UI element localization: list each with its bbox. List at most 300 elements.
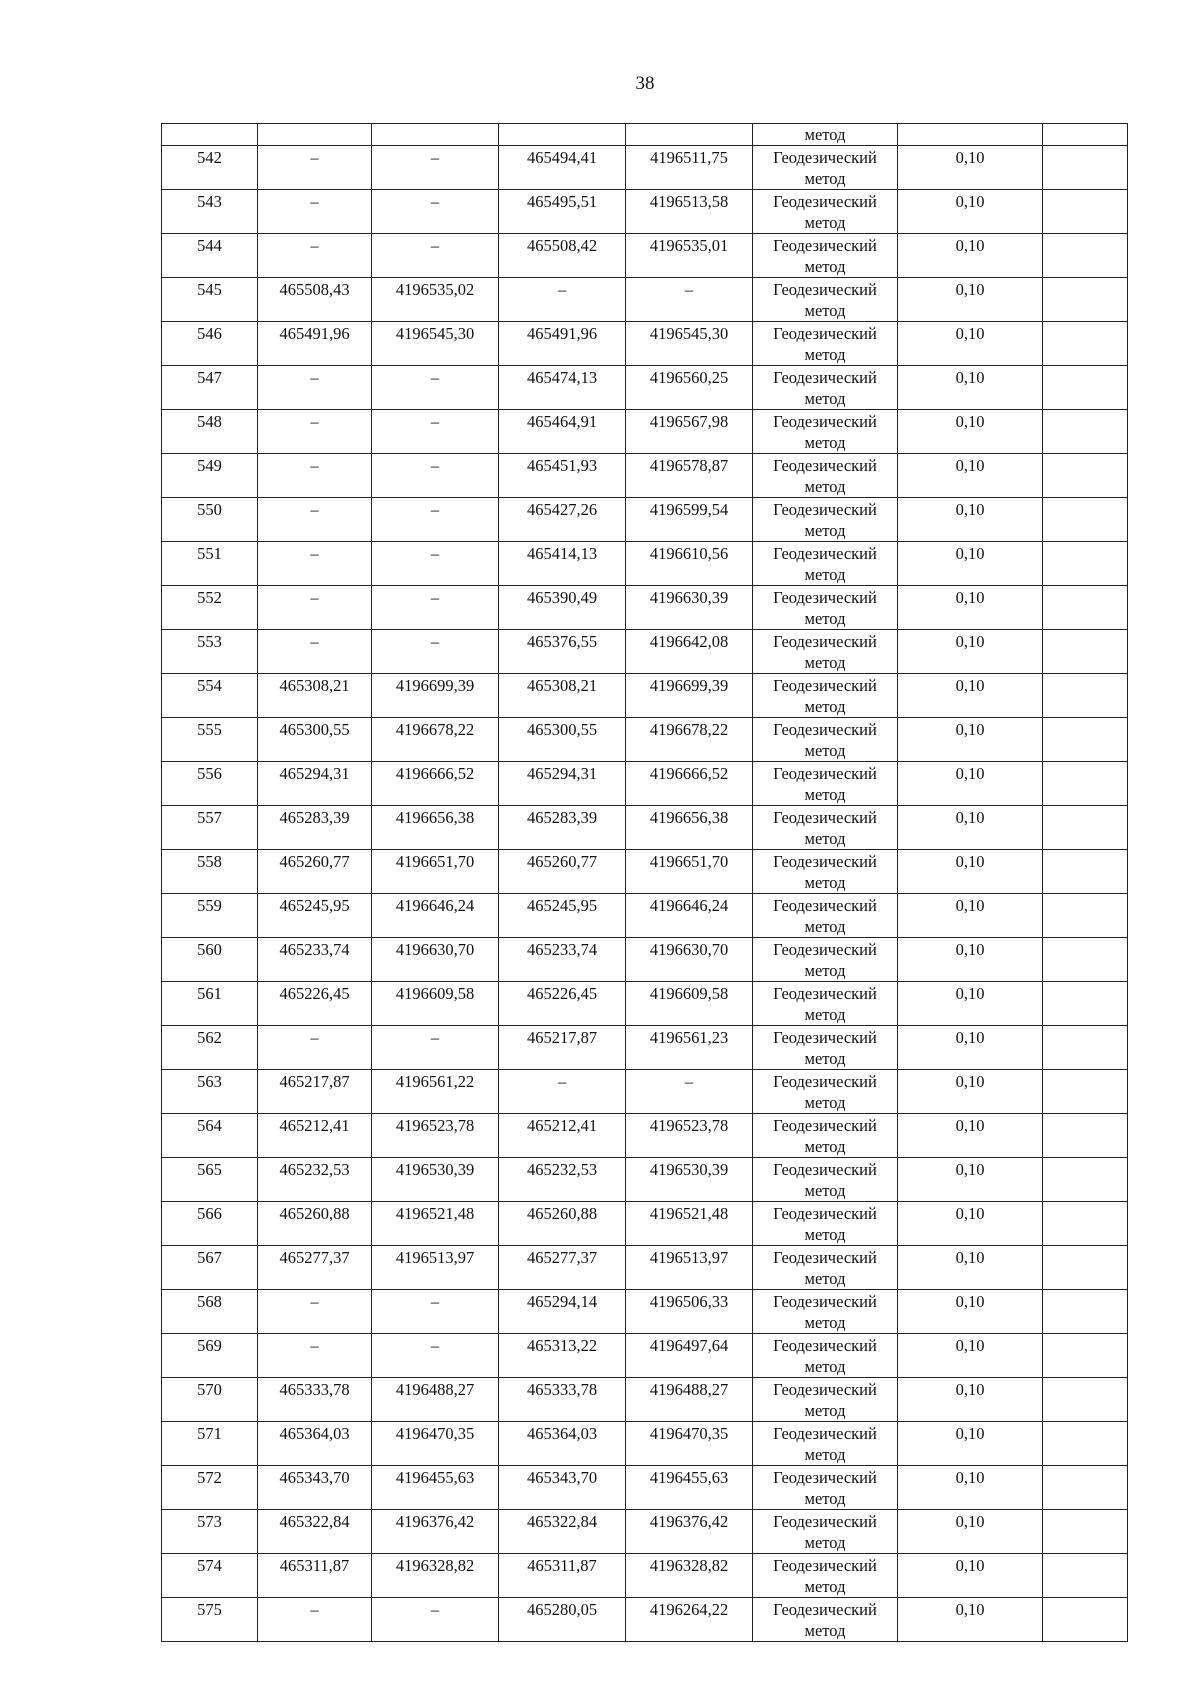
cell-accuracy: 0,10 — [898, 366, 1043, 410]
table-row — [162, 1114, 1128, 1158]
cell-y-new: 4196599,54 — [626, 498, 753, 542]
cell-x-new: 465212,41 — [499, 1114, 626, 1158]
cell-x-existing: – — [258, 542, 372, 586]
cell-method: Геодезический метод — [753, 1114, 898, 1158]
cell-x-existing: 465311,87 — [258, 1554, 372, 1598]
cell-method: Геодезический метод — [753, 542, 898, 586]
cell-x-existing: 465217,87 — [258, 1070, 372, 1114]
cell-x-existing: – — [258, 1598, 372, 1642]
table-row — [162, 366, 1128, 410]
table-row — [162, 1158, 1128, 1202]
cell-y-new: – — [626, 1070, 753, 1114]
cell-x-existing: 465260,77 — [258, 850, 372, 894]
cell-x-existing: – — [258, 146, 372, 190]
cell-accuracy: 0,10 — [898, 1334, 1043, 1378]
cell-method: Геодезический метод — [753, 1422, 898, 1466]
cell-y-existing: – — [372, 410, 499, 454]
cell-method: Геодезический метод — [753, 718, 898, 762]
cell-method: Геодезический метод — [753, 190, 898, 234]
cell-x-existing: 465333,78 — [258, 1378, 372, 1422]
cell-method: Геодезический метод — [753, 938, 898, 982]
cell-accuracy: 0,10 — [898, 586, 1043, 630]
cell-x-new: 465376,55 — [499, 630, 626, 674]
table-row — [162, 542, 1128, 586]
cell-x-existing: 465245,95 — [258, 894, 372, 938]
table-row — [162, 982, 1128, 1026]
cell-y-existing: 4196678,22 — [372, 718, 499, 762]
cell-y-new: 4196651,70 — [626, 850, 753, 894]
cell-x-new: 465294,14 — [499, 1290, 626, 1334]
cell-x-existing: 465260,88 — [258, 1202, 372, 1246]
cell-method: Геодезический метод — [753, 586, 898, 630]
cell-x-new: 465313,22 — [499, 1334, 626, 1378]
cell-accuracy: 0,10 — [898, 850, 1043, 894]
cell-y-existing: 4196523,78 — [372, 1114, 499, 1158]
table-row — [162, 190, 1128, 234]
cell-accuracy: 0,10 — [898, 542, 1043, 586]
table-row — [162, 1510, 1128, 1554]
cell-x-existing: – — [258, 1026, 372, 1070]
cell-y-new: 4196511,75 — [626, 146, 753, 190]
cell-y-existing: 4196651,70 — [372, 850, 499, 894]
cell-y-existing: – — [372, 498, 499, 542]
cell-accuracy: 0,10 — [898, 938, 1043, 982]
cell-y-new: 4196488,27 — [626, 1378, 753, 1422]
cell-method: Геодезический метод — [753, 630, 898, 674]
table-row — [162, 894, 1128, 938]
cell-accuracy: 0,10 — [898, 1378, 1043, 1422]
cell-method: метод — [753, 124, 898, 146]
cell-y-existing: 4196376,42 — [372, 1510, 499, 1554]
cell-note — [1043, 1422, 1128, 1466]
cell-y-existing: 4196646,24 — [372, 894, 499, 938]
cell-y-existing: 4196666,52 — [372, 762, 499, 806]
cell-number: 574 — [162, 1554, 258, 1598]
cell-x-existing: 465491,96 — [258, 322, 372, 366]
cell-y-existing: 4196513,97 — [372, 1246, 499, 1290]
cell-x-existing: 465226,45 — [258, 982, 372, 1026]
cell-y-new: 4196630,39 — [626, 586, 753, 630]
cell-y-existing: – — [372, 454, 499, 498]
cell-method: Геодезический метод — [753, 894, 898, 938]
cell-note — [1043, 278, 1128, 322]
cell-x-existing: – — [258, 366, 372, 410]
cell-x-new: 465311,87 — [499, 1554, 626, 1598]
cell-number: 575 — [162, 1598, 258, 1642]
table-row — [162, 1422, 1128, 1466]
cell-note — [1043, 938, 1128, 982]
table-row — [162, 806, 1128, 850]
cell-number: 561 — [162, 982, 258, 1026]
cell-y-new: 4196530,39 — [626, 1158, 753, 1202]
cell-note — [1043, 1334, 1128, 1378]
cell-accuracy: 0,10 — [898, 630, 1043, 674]
cell-note — [1043, 542, 1128, 586]
cell-number: 560 — [162, 938, 258, 982]
table-row — [162, 674, 1128, 718]
cell-y-new: 4196560,25 — [626, 366, 753, 410]
cell-x-existing: 465233,74 — [258, 938, 372, 982]
cell-note — [1043, 762, 1128, 806]
cell-y-existing: 4196455,63 — [372, 1466, 499, 1510]
cell-method: Геодезический метод — [753, 1246, 898, 1290]
cell-number: 570 — [162, 1378, 258, 1422]
cell-accuracy: 0,10 — [898, 1598, 1043, 1642]
cell-y-existing: 4196609,58 — [372, 982, 499, 1026]
cell-x-new: 465260,88 — [499, 1202, 626, 1246]
cell-accuracy: 0,10 — [898, 322, 1043, 366]
cell-accuracy: 0,10 — [898, 1466, 1043, 1510]
cell-note — [1043, 850, 1128, 894]
cell-method: Геодезический метод — [753, 1026, 898, 1070]
cell-method: Геодезический метод — [753, 1466, 898, 1510]
table-row — [162, 938, 1128, 982]
cell-y-new: 4196545,30 — [626, 322, 753, 366]
cell-x-existing: – — [258, 1334, 372, 1378]
cell-number: 568 — [162, 1290, 258, 1334]
cell-x-existing: 465283,39 — [258, 806, 372, 850]
table-row — [162, 498, 1128, 542]
cell-number: 544 — [162, 234, 258, 278]
cell-number: 553 — [162, 630, 258, 674]
cell-note — [1043, 1070, 1128, 1114]
cell-y-new: 4196610,56 — [626, 542, 753, 586]
cell-number: 548 — [162, 410, 258, 454]
table-row — [162, 630, 1128, 674]
cell-note — [1043, 1158, 1128, 1202]
cell-x-new: 465283,39 — [499, 806, 626, 850]
cell-x-new: 465343,70 — [499, 1466, 626, 1510]
cell-method: Геодезический метод — [753, 410, 898, 454]
cell-accuracy: 0,10 — [898, 1026, 1043, 1070]
cell-x-existing: – — [258, 630, 372, 674]
table-row — [162, 322, 1128, 366]
cell-x-new: 465390,49 — [499, 586, 626, 630]
cell-method: Геодезический метод — [753, 146, 898, 190]
cell-y-existing: – — [372, 630, 499, 674]
cell-accuracy: 0,10 — [898, 410, 1043, 454]
cell-x-new: 465494,41 — [499, 146, 626, 190]
cell-note — [1043, 1510, 1128, 1554]
table-row — [162, 718, 1128, 762]
cell-y-new: 4196521,48 — [626, 1202, 753, 1246]
cell-number: 546 — [162, 322, 258, 366]
cell-accuracy: 0,10 — [898, 190, 1043, 234]
cell-method: Геодезический метод — [753, 762, 898, 806]
cell-method: Геодезический метод — [753, 806, 898, 850]
cell-x-existing: – — [258, 1290, 372, 1334]
cell-method: Геодезический метод — [753, 1202, 898, 1246]
cell-accuracy: 0,10 — [898, 1158, 1043, 1202]
cell-note — [1043, 806, 1128, 850]
cell-x-existing: 465277,37 — [258, 1246, 372, 1290]
cell-y-new: 4196678,22 — [626, 718, 753, 762]
cell-x-new: 465427,26 — [499, 498, 626, 542]
table-row — [162, 1466, 1128, 1510]
cell-number: 557 — [162, 806, 258, 850]
cell-x-new: 465364,03 — [499, 1422, 626, 1466]
cell-number: 566 — [162, 1202, 258, 1246]
table-row — [162, 234, 1128, 278]
cell-x-new: 465294,31 — [499, 762, 626, 806]
cell-number: 554 — [162, 674, 258, 718]
cell-note — [1043, 1290, 1128, 1334]
cell-x-new: 465414,13 — [499, 542, 626, 586]
cell-x-new: 465308,21 — [499, 674, 626, 718]
cell-x-new: 465280,05 — [499, 1598, 626, 1642]
cell-x-new: 465233,74 — [499, 938, 626, 982]
cell-x-new: 465495,51 — [499, 190, 626, 234]
cell-number: 562 — [162, 1026, 258, 1070]
cell-note — [1043, 146, 1128, 190]
cell-method: Геодезический метод — [753, 366, 898, 410]
cell-accuracy: 0,10 — [898, 1070, 1043, 1114]
table-row — [162, 1026, 1128, 1070]
cell-y-existing: 4196328,82 — [372, 1554, 499, 1598]
cell-accuracy: 0,10 — [898, 1510, 1043, 1554]
cell-y-new: 4196642,08 — [626, 630, 753, 674]
cell-x-new: 465260,77 — [499, 850, 626, 894]
cell-x-new: 465217,87 — [499, 1026, 626, 1070]
table-row — [162, 586, 1128, 630]
cell-accuracy: 0,10 — [898, 278, 1043, 322]
cell-y-new: 4196630,70 — [626, 938, 753, 982]
cell-note — [1043, 1598, 1128, 1642]
table-row — [162, 146, 1128, 190]
cell-y-existing — [372, 124, 499, 146]
cell-x-new: 465300,55 — [499, 718, 626, 762]
cell-x-existing: 465508,43 — [258, 278, 372, 322]
cell-note — [1043, 498, 1128, 542]
cell-x-new: – — [499, 278, 626, 322]
cell-method: Геодезический метод — [753, 982, 898, 1026]
cell-y-new: 4196656,38 — [626, 806, 753, 850]
cell-number: 569 — [162, 1334, 258, 1378]
cell-x-existing: 465300,55 — [258, 718, 372, 762]
table-row — [162, 1598, 1128, 1642]
cell-method: Геодезический метод — [753, 674, 898, 718]
cell-x-new: 465277,37 — [499, 1246, 626, 1290]
cell-note — [1043, 1466, 1128, 1510]
cell-y-existing: – — [372, 1334, 499, 1378]
cell-x-existing: 465322,84 — [258, 1510, 372, 1554]
cell-x-new: 465226,45 — [499, 982, 626, 1026]
cell-note — [1043, 674, 1128, 718]
table-row — [162, 1554, 1128, 1598]
cell-y-new: 4196561,23 — [626, 1026, 753, 1070]
cell-accuracy: 0,10 — [898, 1202, 1043, 1246]
cell-note — [1043, 366, 1128, 410]
table-row — [162, 1290, 1128, 1334]
cell-y-existing: – — [372, 146, 499, 190]
table-row — [162, 1246, 1128, 1290]
table-row — [162, 454, 1128, 498]
cell-note — [1043, 1114, 1128, 1158]
cell-y-new: 4196470,35 — [626, 1422, 753, 1466]
cell-note — [1043, 1378, 1128, 1422]
cell-number: 551 — [162, 542, 258, 586]
cell-y-existing: 4196488,27 — [372, 1378, 499, 1422]
cell-x-new: 465245,95 — [499, 894, 626, 938]
cell-note — [1043, 1554, 1128, 1598]
cell-accuracy: 0,10 — [898, 498, 1043, 542]
cell-y-existing: 4196630,70 — [372, 938, 499, 982]
cell-y-existing: 4196530,39 — [372, 1158, 499, 1202]
cell-y-existing: 4196545,30 — [372, 322, 499, 366]
cell-accuracy: 0,10 — [898, 146, 1043, 190]
cell-y-existing: – — [372, 234, 499, 278]
cell-y-existing: – — [372, 366, 499, 410]
cell-x-existing: 465294,31 — [258, 762, 372, 806]
cell-x-existing: 465364,03 — [258, 1422, 372, 1466]
cell-y-new: 4196328,82 — [626, 1554, 753, 1598]
cell-method: Геодезический метод — [753, 234, 898, 278]
cell-method: Геодезический метод — [753, 1290, 898, 1334]
cell-x-existing: – — [258, 454, 372, 498]
cell-number: 550 — [162, 498, 258, 542]
cell-number: 572 — [162, 1466, 258, 1510]
cell-x-new — [499, 124, 626, 146]
cell-note — [1043, 1202, 1128, 1246]
cell-x-existing: 465232,53 — [258, 1158, 372, 1202]
cell-method: Геодезический метод — [753, 1334, 898, 1378]
cell-y-existing: 4196535,02 — [372, 278, 499, 322]
cell-note — [1043, 718, 1128, 762]
cell-x-new: 465474,13 — [499, 366, 626, 410]
cell-number: 552 — [162, 586, 258, 630]
cell-method: Геодезический метод — [753, 498, 898, 542]
cell-accuracy: 0,10 — [898, 1246, 1043, 1290]
cell-y-new: 4196666,52 — [626, 762, 753, 806]
cell-accuracy: 0,10 — [898, 234, 1043, 278]
cell-number: 567 — [162, 1246, 258, 1290]
cell-y-new: 4196455,63 — [626, 1466, 753, 1510]
cell-note — [1043, 586, 1128, 630]
cell-y-existing: – — [372, 1290, 499, 1334]
cell-number: 563 — [162, 1070, 258, 1114]
cell-y-new: 4196567,98 — [626, 410, 753, 454]
cell-method: Геодезический метод — [753, 1158, 898, 1202]
table-row — [162, 1334, 1128, 1378]
cell-note — [1043, 190, 1128, 234]
cell-accuracy: 0,10 — [898, 674, 1043, 718]
cell-note — [1043, 894, 1128, 938]
cell-note — [1043, 410, 1128, 454]
cell-x-new: 465333,78 — [499, 1378, 626, 1422]
cell-note — [1043, 1246, 1128, 1290]
cell-x-existing: – — [258, 498, 372, 542]
cell-x-existing: – — [258, 410, 372, 454]
cell-x-new: 465451,93 — [499, 454, 626, 498]
cell-y-new: 4196497,64 — [626, 1334, 753, 1378]
cell-y-new: 4196376,42 — [626, 1510, 753, 1554]
cell-number: 565 — [162, 1158, 258, 1202]
cell-y-new: 4196578,87 — [626, 454, 753, 498]
cell-accuracy: 0,10 — [898, 718, 1043, 762]
cell-y-existing: – — [372, 190, 499, 234]
cell-number: 571 — [162, 1422, 258, 1466]
cell-y-existing: 4196470,35 — [372, 1422, 499, 1466]
cell-note — [1043, 124, 1128, 146]
cell-method: Геодезический метод — [753, 1510, 898, 1554]
cell-y-new: 4196646,24 — [626, 894, 753, 938]
cell-y-existing: – — [372, 1598, 499, 1642]
cell-y-existing: 4196699,39 — [372, 674, 499, 718]
cell-y-existing: – — [372, 1026, 499, 1070]
cell-accuracy: 0,10 — [898, 806, 1043, 850]
cell-y-new: 4196264,22 — [626, 1598, 753, 1642]
table-row — [162, 850, 1128, 894]
cell-accuracy: 0,10 — [898, 762, 1043, 806]
table-row — [162, 1202, 1128, 1246]
table-row — [162, 762, 1128, 806]
cell-number: 547 — [162, 366, 258, 410]
cell-note — [1043, 982, 1128, 1026]
cell-x-existing: 465212,41 — [258, 1114, 372, 1158]
cell-number: 555 — [162, 718, 258, 762]
cell-number: 543 — [162, 190, 258, 234]
page-number: 38 — [635, 73, 655, 94]
cell-x-existing — [258, 124, 372, 146]
table-row — [162, 1070, 1128, 1114]
cell-y-new: 4196609,58 — [626, 982, 753, 1026]
cell-accuracy: 0,10 — [898, 1422, 1043, 1466]
cell-y-new: 4196513,58 — [626, 190, 753, 234]
cell-method: Геодезический метод — [753, 1070, 898, 1114]
cell-y-existing: – — [372, 586, 499, 630]
cell-x-new: – — [499, 1070, 626, 1114]
cell-number: 542 — [162, 146, 258, 190]
table-row — [162, 410, 1128, 454]
cell-note — [1043, 454, 1128, 498]
cell-accuracy: 0,10 — [898, 894, 1043, 938]
cell-number: 549 — [162, 454, 258, 498]
cell-x-existing: 465343,70 — [258, 1466, 372, 1510]
cell-x-new: 465491,96 — [499, 322, 626, 366]
cell-x-new: 465232,53 — [499, 1158, 626, 1202]
cell-x-new: 465464,91 — [499, 410, 626, 454]
cell-accuracy: 0,10 — [898, 982, 1043, 1026]
cell-number — [162, 124, 258, 146]
cell-method: Геодезический метод — [753, 322, 898, 366]
cell-number: 573 — [162, 1510, 258, 1554]
cell-note — [1043, 322, 1128, 366]
cell-y-existing: 4196656,38 — [372, 806, 499, 850]
cell-y-new — [626, 124, 753, 146]
cell-method: Геодезический метод — [753, 850, 898, 894]
cell-method: Геодезический метод — [753, 1598, 898, 1642]
cell-note — [1043, 630, 1128, 674]
cell-y-existing: 4196561,22 — [372, 1070, 499, 1114]
cell-note — [1043, 1026, 1128, 1070]
cell-accuracy: 0,10 — [898, 1114, 1043, 1158]
cell-accuracy — [898, 124, 1043, 146]
cell-number: 556 — [162, 762, 258, 806]
cell-x-existing: – — [258, 586, 372, 630]
cell-y-new: 4196513,97 — [626, 1246, 753, 1290]
cell-number: 559 — [162, 894, 258, 938]
cell-y-existing: – — [372, 542, 499, 586]
cell-accuracy: 0,10 — [898, 1290, 1043, 1334]
cell-method: Геодезический метод — [753, 454, 898, 498]
cell-y-new: – — [626, 278, 753, 322]
cell-x-existing: – — [258, 234, 372, 278]
cell-accuracy: 0,10 — [898, 454, 1043, 498]
table-row — [162, 278, 1128, 322]
cell-y-new: 4196506,33 — [626, 1290, 753, 1334]
cell-number: 558 — [162, 850, 258, 894]
cell-accuracy: 0,10 — [898, 1554, 1043, 1598]
